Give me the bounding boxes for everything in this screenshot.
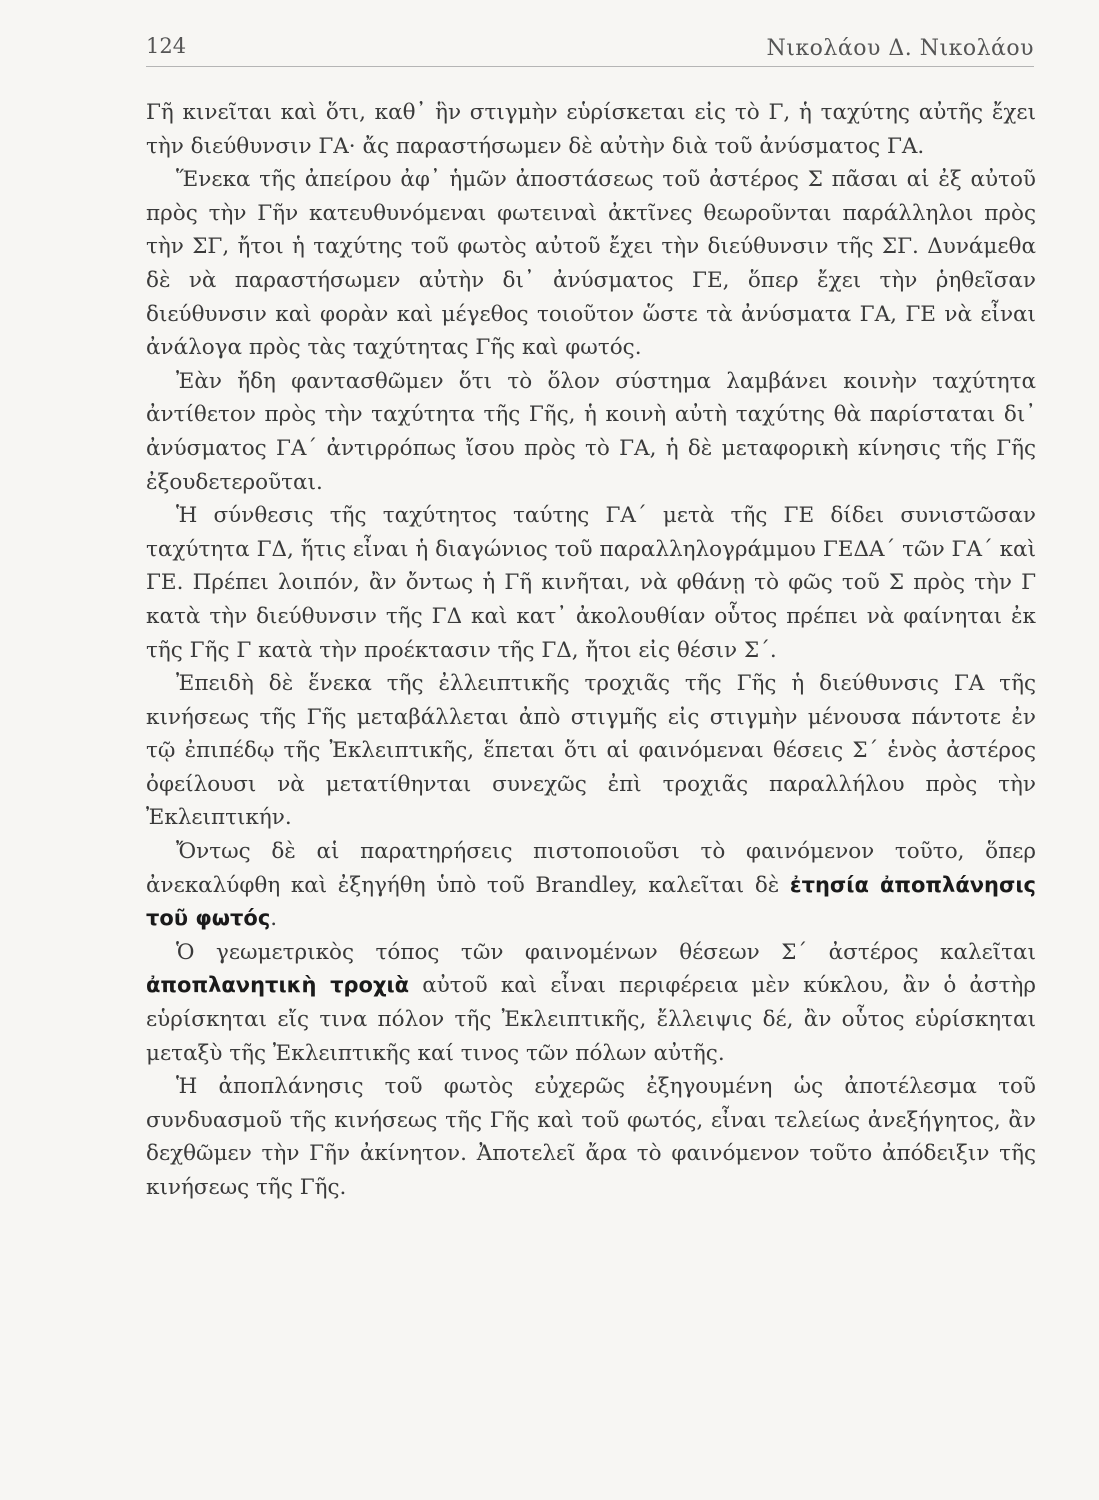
paragraph-7-end: αὐτοῦ καὶ εἶναι περιφέρεια μὲν κύκλου, ἂν ὁ ἀστὴρ εὑρίσκηται εἴς τινα πόλον τῆς Ἐκλειπτικῆς, ἔλλειψις δέ, ἂν οὗτος εὑρίσκηται μεταξὺ τῆς Ἐκλειπτικῆς καί τινος τῶν πόλων αὐτῆς. bbox=[146, 973, 1036, 1066]
paragraph-7-text: Ὁ γεωμετρικὸς τόπος τῶν φαινομένων θέσεων Σ΄ ἀστέρος καλεῖται bbox=[176, 939, 1036, 965]
paragraph-6-text: Ὄντως δὲ αἱ παρατηρήσεις πιστοποιοῦσι τὸ φαινόμενον τοῦτο, ὅπερ ἀνεκαλύφθη καὶ ἐξηγήθη ὑπὸ τοῦ Brandley, καλεῖται δὲ bbox=[146, 839, 1036, 898]
body-text bbox=[146, 96, 1036, 1205]
paragraph-6 bbox=[146, 835, 1036, 936]
paragraph-8: Ἡ ἀποπλάνησις τοῦ φωτὸς εὐχερῶς ἐξηγουμένη ὡς ἀποτέλεσμα τοῦ συνδυασμοῦ τῆς κινήσεως τῆς Γῆς καὶ τοῦ φωτός, εἶναι τελείως ἀνεξήγητος, ἂν δεχθῶμεν τὴν Γῆν ἀκίνητον. Ἀποτελεῖ ἄρα τὸ φαινόμενον τοῦτο ἀπόδειξιν τῆς κινήσεως τῆς Γῆς. bbox=[146, 1074, 1036, 1200]
page-number: 124 bbox=[146, 34, 187, 58]
paragraph-2: Ἕνεκα τῆς ἀπείρου ἀφ᾽ ἡμῶν ἀποστάσεως τοῦ ἀστέρος Σ πᾶσαι αἱ ἐξ αὐτοῦ πρὸς τὴν Γῆν κατευθυνόμεναι φωτειναὶ ἀκτῖνες θεωροῦνται παράλληλοι πρὸς τὴν ΣΓ, ἤτοι ἡ ταχύτης τοῦ φωτὸς αὐτοῦ ἔχει τὴν διεύθυνσιν τῆς ΣΓ. Δυνάμεθα δὲ νὰ παραστήσωμεν αὐτὴν δι᾽ ἀνύσματος ΓΕ, ὅπερ ἔχει τὴν ῥηθεῖσαν διεύθυνσιν καὶ φορὰν καὶ μέγεθος τοιοῦτον ὥστε τὰ ἀνύσματα ΓΑ, ΓΕ νὰ εἶναι ἀνάλογα πρὸς τὰς ταχύτητας Γῆς καὶ φωτός. bbox=[146, 167, 1036, 361]
running-head: Νικολάου Δ. Νικολάου bbox=[766, 36, 1034, 61]
paragraph-5: Ἐπειδὴ δὲ ἕνεκα τῆς ἐλλειπτικῆς τροχιᾶς τῆς Γῆς ἡ διεύθυνσις ΓΑ τῆς κινήσεως τῆς Γῆς μεταβάλλεται ἀπὸ στιγμῆς εἰς στιγμὴν μένουσα πάντοτε ἐν τῷ ἐπιπέδῳ τῆς Ἐκλειπτικῆς, ἕπεται ὅτι αἱ φαινόμεναι θέσεις Σ΄ ἑνὸς ἀστέρος ὀφείλουσι νὰ μετατίθηνται συνεχῶς ἐπὶ τροχιᾶς παραλλήλου πρὸς τὴν Ἐκλειπτικήν. bbox=[146, 671, 1036, 831]
page-header bbox=[146, 26, 1034, 67]
bold-term-annual-aberration: ἐτησία ἀποπλάνησις τοῦ φωτός bbox=[146, 872, 1036, 931]
paragraph-1: Γῆ κινεῖται καὶ ὅτι, καθ᾽ ἣν στιγμὴν εὑρίσκεται εἰς τὸ Γ, ἡ ταχύτης αὐτῆς ἔχει τὴν διεύθυνσιν ΓΑ· ἄς παραστήσωμεν δὲ αὐτὴν διὰ τοῦ ἀνύσματος ΓΑ. bbox=[146, 100, 1036, 159]
bold-term-aberration-orbit: ἀποπλανητικὴ τροχιὰ bbox=[146, 973, 410, 998]
paragraph-3: Ἐὰν ἤδη φαντασθῶμεν ὅτι τὸ ὅλον σύστημα λαμβάνει κοινὴν ταχύτητα ἀντίθετον πρὸς τὴν ταχύτητα τῆς Γῆς, ἡ κοινὴ αὐτὴ ταχύτης θὰ παρίσταται δι᾽ ἀνύσματος ΓΑ΄ ἀντιρρόπως ἴσου πρὸς τὸ ΓΑ, ἡ δὲ μεταφορικὴ κίνησις τῆς Γῆς ἐξουδετεροῦται. bbox=[146, 368, 1036, 495]
paragraph-4: Ἡ σύνθεσις τῆς ταχύτητος ταύτης ΓΑ΄ μετὰ τῆς ΓΕ δίδει συνιστῶσαν ταχύτητα ΓΔ, ἥτις εἶναι ἡ διαγώνιος τοῦ παραλληλογράμμου ΓΕΔΑ΄ τῶν ΓΑ΄ καὶ ΓΕ. Πρέπει λοιπόν, ἂν ὄντως ἡ Γῆ κινῆται, νὰ φθάνῃ τὸ φῶς τοῦ Σ πρὸς τὴν Γ κατὰ τὴν διεύθυνσιν τῆς ΓΔ καὶ κατ᾽ ἀκολουθίαν οὗτος πρέπει νὰ φαίνηται ἐκ τῆς Γῆς Γ κατὰ τὴν προέκτασιν τῆς ΓΔ, ἤτοι εἰς θέσιν Σ΄. bbox=[146, 503, 1036, 663]
paragraph-7 bbox=[146, 936, 1036, 1070]
paragraph-6-end: . bbox=[270, 906, 278, 932]
